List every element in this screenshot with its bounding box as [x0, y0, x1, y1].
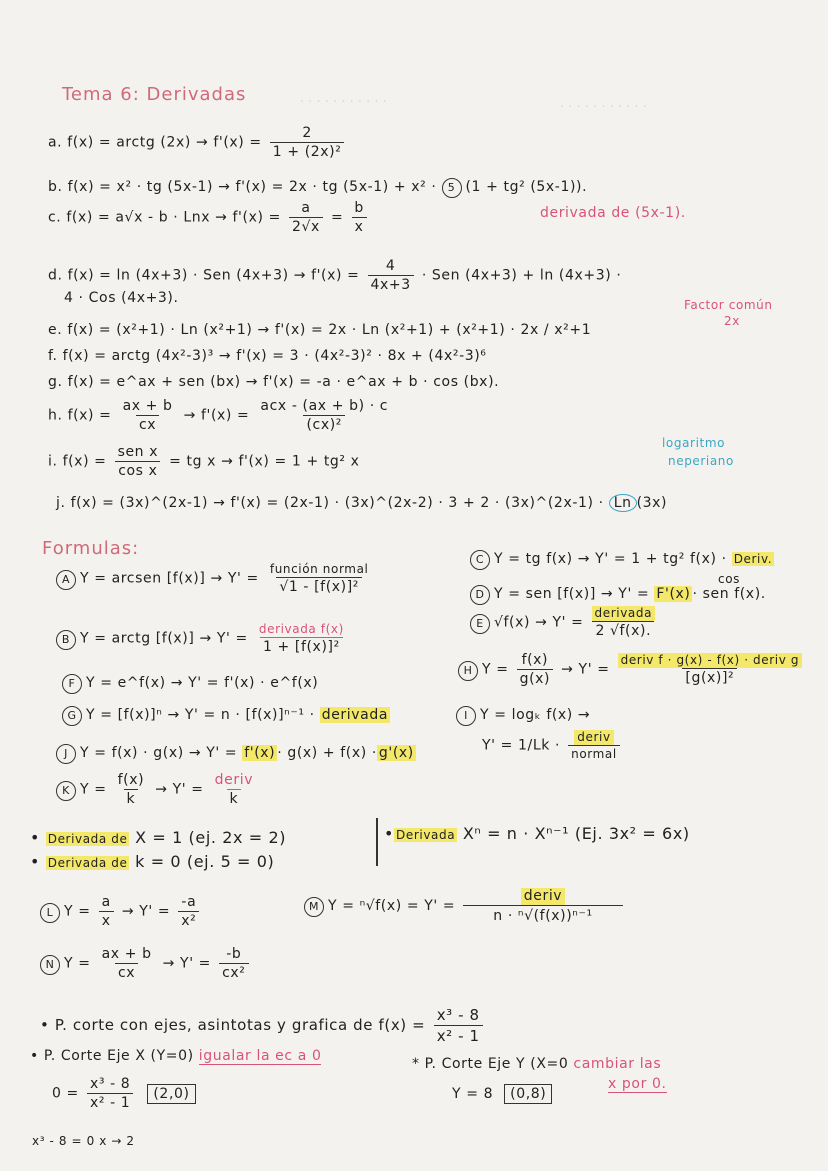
note-2x: 2x	[724, 314, 740, 328]
bleed-through-text: · · · · · · · · · · ·	[560, 100, 647, 115]
item-g: g. f(x) = e^ax + sen (bx) → f'(x) = -a · e^ax + b · cos (bx).	[48, 374, 500, 390]
note-neperiano: neperiano	[668, 454, 734, 468]
equation-root: x³ - 8 = 0 x → 2	[32, 1134, 135, 1148]
formula-D: D Y = sen [f(x)] → Y' = F'(x) · sen f(x).	[470, 585, 766, 605]
formula-H: H Y = $\frac{f(x)}{g(x)}$ → Y' = $\frac{\text{deriv f · g(x) - f(x) · deriv g}}{\text{[g(x)]²}}$	[458, 652, 805, 687]
item-j: j. f(x) = (3x)^(2x-1) → f'(x) = (2x-1) · (3x)^(2x-2) · 3 + 2 · (3x)^(2x-1) · Ln (3x)	[56, 495, 668, 511]
item-d: d. f(x) = ln (4x+3) · Sen (4x+3) → f'(x) = $\frac{4}{4x+3}$ · Sen (4x+3) + ln (4x+3) ·	[48, 258, 622, 293]
formula-G: G Y = [f(x)]ⁿ → Y' = n · [f(x)]ⁿ⁻¹ · derivada	[62, 706, 390, 726]
item-e: e. f(x) = (x²+1) · Ln (x²+1) → f'(x) = 2x · Ln (x²+1) + (x²+1) · 2x / x²+1	[48, 322, 592, 338]
formula-I-2: Y' = 1/Lk · $\frac{\text{deriv}}{\text{normal}}$	[482, 730, 623, 761]
formula-L: L Y = $\frac{a}{x}$ → Y' = $\frac{-a}{\text{x²}}$	[40, 894, 202, 929]
ln-circled: Ln	[609, 494, 637, 512]
circled-number: 5	[442, 178, 462, 198]
formula-F: F Y = e^f(x) → Y' = f'(x) · e^f(x)	[62, 674, 318, 694]
vertical-divider	[376, 818, 378, 866]
bleed-through-text: · · · · · · · · · · ·	[300, 95, 387, 110]
formula-C: C Y = tg f(x) → Y' = 1 + tg² f(x) · Deriv.	[470, 550, 774, 570]
formula-M: M Y = ⁿ√f(x) = Y' = $\frac{\text{deriv}}{\text{n · ⁿ√(f(x))ⁿ⁻¹}}$	[304, 888, 626, 924]
item-h: h. f(x) = $\frac{ax + b}{cx}$ → f'(x) = $\frac{\text{acx - (ax + b) · c}}{\text{(cx)²}}$	[48, 398, 389, 433]
formula-D-cos: cos	[718, 572, 740, 586]
point-y-intercept: (0,8)	[504, 1084, 552, 1104]
item-i: i. f(x) = $\frac{\text{sen x}}{\text{cos x}}$ = tg x → f'(x) = 1 + tg² x	[48, 444, 360, 479]
formula-E: E √f(x) → Y' = $\frac{\text{derivada}}{2 √f(x).}$	[470, 606, 658, 639]
formula-K: K Y = $\frac{f(x)}{k}$ → Y' = $\frac{\text{deriv}}{k}$	[56, 772, 259, 807]
item-b: b. f(x) = x² · tg (5x-1) → f'(x) = 2x · tg (5x-1) + x² · 5 (1 + tg² (5x-1)).	[48, 178, 587, 198]
item-c: c. f(x) = a√x - b · Lnx → f'(x) = $\frac{a}{2√x}$ = $\frac{b}{x}$	[48, 200, 370, 235]
equation-zero: 0 = $\frac{\text{x³ - 8}}{\text{x² - 1}}$ (2,0)	[52, 1076, 196, 1111]
formula-A: A Y = arcsen [f(x)] → Y' = $\frac{\text{función normal}}{\text{√1 - [f(x)]²}}$	[56, 562, 374, 595]
item-d-line2: 4 · Cos (4x+3).	[64, 290, 179, 306]
formula-B: B Y = arctg [f(x)] → Y' = $\frac{\text{derivada f(x)}}{\text{1 + [f(x)]²}}$	[56, 622, 350, 655]
formula-N: N Y = $\frac{ax + b}{cx}$ → Y' = $\frac{-b}{\text{cx²}}$	[40, 946, 252, 981]
item-f: f. f(x) = arctg (4x²-3)³ → f'(x) = 3 · (4x²-3)² · 8x + (4x²-3)⁶	[48, 348, 487, 364]
derivada-constante-k: • Derivada de k = 0 (ej. 5 = 0)	[30, 852, 275, 871]
derivada-potencia: • Derivada Xⁿ = n · Xⁿ⁻¹ (Ej. 3x² = 6x)	[384, 824, 690, 843]
equation-y: Y = 8 (0,8)	[452, 1084, 552, 1104]
problem-statement: • P. corte con ejes, asintotas y grafica de f(x) = $\frac{\text{x³ - 8}}{\text{x² - 1}}$	[40, 1006, 486, 1045]
formulas-heading: Formulas:	[42, 538, 140, 559]
corte-eje-y: * P. Corte Eje Y (X=0 cambiar las	[412, 1056, 662, 1072]
derivada-constante-x: • Derivada de X = 1 (ej. 2x = 2)	[30, 828, 287, 847]
corte-eje-y-note: x por 0.	[608, 1076, 667, 1092]
point-x-intercept: (2,0)	[147, 1084, 195, 1104]
note-factor-comun: Factor común	[684, 298, 773, 312]
formula-I: I Y = logₖ f(x) →	[456, 706, 590, 726]
corte-eje-x: • P. Corte Eje X (Y=0) igualar la ec a 0	[30, 1048, 322, 1064]
note-derivada: derivada de (5x-1).	[540, 205, 686, 221]
formula-J: J Y = f(x) · g(x) → Y' = f'(x) · g(x) + f(x) · g'(x)	[56, 744, 416, 764]
item-a: a. f(x) = arctg (2x) → f'(x) = $\frac{2}{\text{1 + (2x)²}}$	[48, 125, 347, 160]
note-logaritmo: logaritmo	[662, 436, 726, 450]
page-title: Tema 6: Derivadas	[62, 84, 247, 105]
